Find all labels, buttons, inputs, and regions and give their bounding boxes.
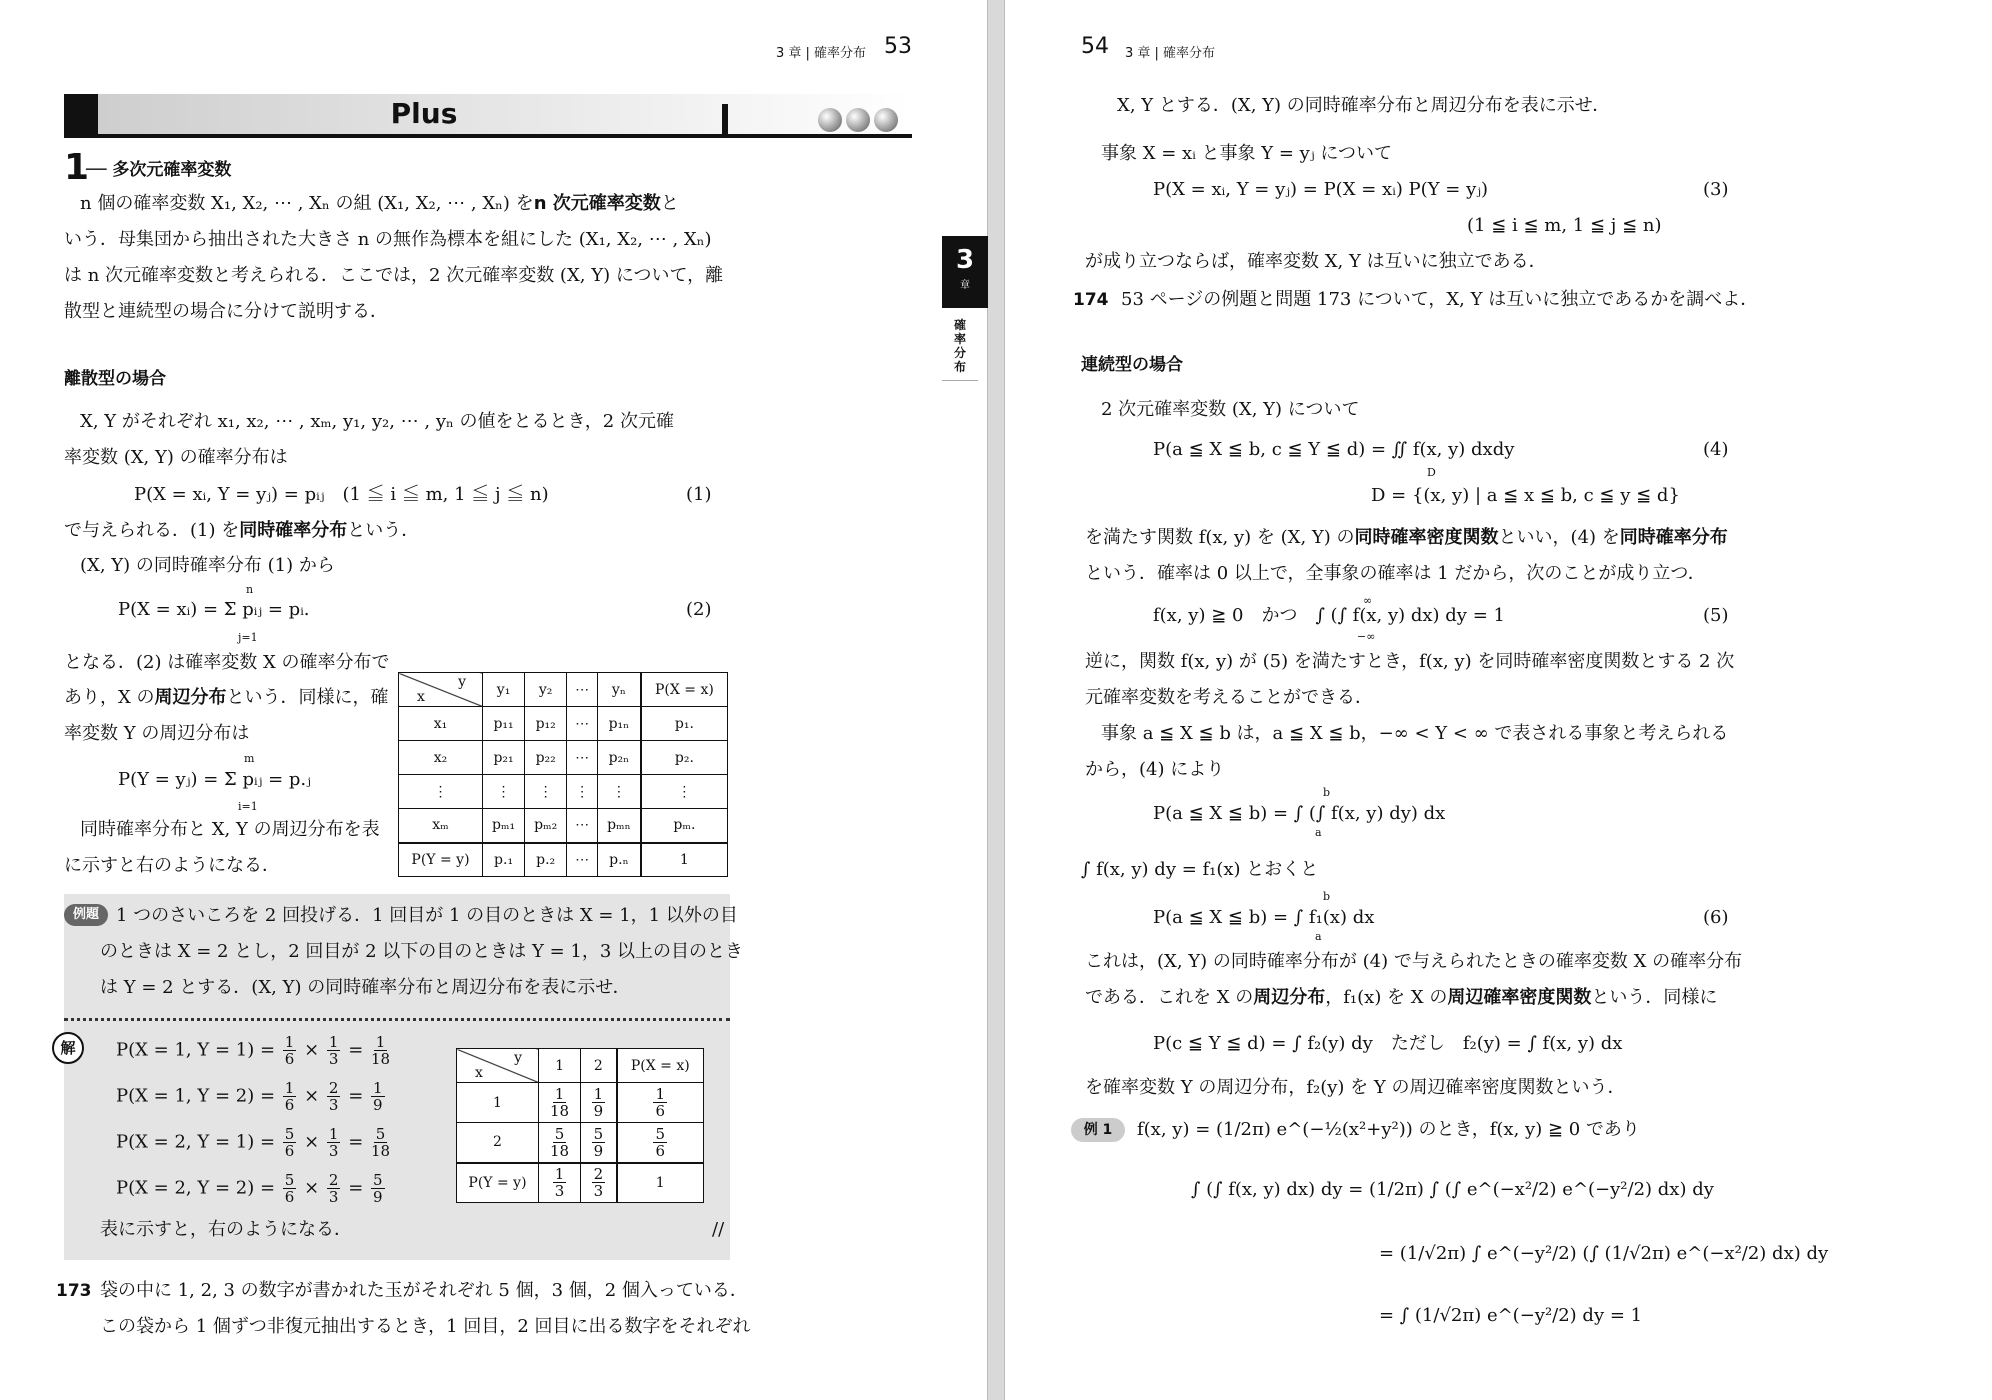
table-cell: ⋯ bbox=[567, 809, 598, 843]
table-cell: $\frac{1}{3}$ bbox=[539, 1163, 581, 1203]
plus-banner bbox=[64, 94, 912, 138]
table-cell: 1 bbox=[457, 1083, 539, 1123]
paragraph-line: で与えられる．(1) を同時確率分布という． bbox=[64, 520, 420, 541]
solution-eq-4: P(X = 2, Y = 2) = $\frac{5}{6}$ × $\frac{2}{3}$ = $\frac{5}{9}$ bbox=[116, 1171, 383, 1206]
table-cell: P(Y = y) bbox=[457, 1163, 539, 1203]
equation-4: P(a ≦ X ≦ b, c ≦ Y ≦ d) = ∬ f(x, y) dxdy bbox=[1153, 439, 1515, 460]
integral-upper: b bbox=[1323, 890, 1331, 903]
example-line: のときは X = 2 とし，2 回目が 2 以下の目のときは Y = 1，3 以上の目のとき bbox=[100, 941, 744, 962]
table-cell: p₂₂ bbox=[525, 741, 567, 775]
subheading-discrete: 離散型の場合 bbox=[64, 369, 166, 389]
sum-lower: j=1 bbox=[238, 631, 258, 644]
table-cell: y₁ bbox=[483, 673, 525, 707]
sum-lower: i=1 bbox=[238, 800, 258, 813]
table-cell: P(X = x) bbox=[641, 673, 728, 707]
equation-number: (6) bbox=[1703, 907, 1729, 928]
paragraph-line: に示すと右のようになる． bbox=[64, 855, 280, 876]
table-cell: yₙ bbox=[598, 673, 641, 707]
example-table bbox=[456, 1048, 704, 1203]
table-row bbox=[399, 775, 728, 809]
running-header: 3 章 | 確率分布 bbox=[1125, 46, 1216, 61]
example-line: 1 つのさいころを 2 回投げる．1 回目が 1 の目のときは X = 1，1 以外の目 bbox=[116, 905, 738, 926]
table-cell: pₘ₁ bbox=[483, 809, 525, 843]
table-row bbox=[457, 1049, 704, 1083]
table-cell: pₘₙ bbox=[598, 809, 641, 843]
solution-line: 表に示すと，右のようになる． bbox=[100, 1219, 352, 1240]
table-cell: p.ₙ bbox=[598, 843, 641, 877]
page-number: 53 bbox=[884, 34, 912, 59]
problem-line: 袋の中に 1, 2, 3 の数字が書かれた玉がそれぞれ 5 個，3 個，2 個入っている． bbox=[100, 1280, 748, 1301]
table-cell: $\frac{2}{3}$ bbox=[581, 1163, 617, 1203]
equation-condition: (1 ≦ i ≦ m, 1 ≦ j ≦ n) bbox=[1467, 215, 1662, 236]
paragraph-line: あり，X の周辺分布という．同様に，確 bbox=[64, 687, 389, 708]
chapter-tab-number: 3 bbox=[955, 245, 975, 275]
table-cell: $\frac{1}{9}$ bbox=[581, 1083, 617, 1123]
equation-3: P(Y = yⱼ) = Σ pᵢⱼ = p.ⱼ bbox=[118, 769, 311, 790]
table-cell: p₂. bbox=[641, 741, 728, 775]
paragraph-line: 率変数 Y の周辺分布は bbox=[64, 723, 250, 744]
problem-line: 53 ページの例題と問題 173 について，X, Y は互いに独立であるかを調べよ． bbox=[1121, 289, 1759, 310]
solution-eq-1: P(X = 1, Y = 1) = $\frac{1}{6}$ × $\frac{1}{3}$ = $\frac{1}{18}$ bbox=[116, 1033, 391, 1068]
table-cell: ⋯ bbox=[567, 673, 598, 707]
table-cell: $\frac{5}{6}$ bbox=[617, 1123, 704, 1163]
sum-upper: m bbox=[244, 752, 255, 765]
equation-number: (3) bbox=[1703, 179, 1729, 200]
table-cell: 1 bbox=[617, 1163, 704, 1203]
table-cell: P(Y = y) bbox=[399, 843, 483, 877]
paragraph-line: から，(4) により bbox=[1085, 759, 1225, 780]
ball-icon bbox=[818, 108, 842, 132]
example-label: 例題 bbox=[64, 904, 108, 926]
table-cell: ⋮ bbox=[399, 775, 483, 809]
paragraph-line: は n 次元確率変数と考えられる．ここでは，2 次元確率変数 (X, Y) について，離 bbox=[64, 265, 724, 286]
solution-label: 解 bbox=[52, 1032, 84, 1064]
paragraph-line: となる．(2) は確率変数 X の確率分布で bbox=[64, 652, 390, 673]
paragraph-line: (X, Y) の同時確率分布 (1) から bbox=[80, 555, 335, 576]
table-cell: pₘ₂ bbox=[525, 809, 567, 843]
example-derivation: = (1/√2π) ∫ e^(−y²/2) (∫ (1/√2π) e^(−x²/2) dx) dy bbox=[1379, 1243, 1829, 1264]
table-row bbox=[399, 707, 728, 741]
paragraph-line: X, Y がそれぞれ x₁, x₂, ⋯ , xₘ, y₁, y₂, ⋯ , yₙ の値をとるとき，2 次元確 bbox=[80, 411, 674, 432]
integral-upper: b bbox=[1323, 786, 1331, 799]
paragraph-line: これは，(X, Y) の同時確率分布が (4) で与えられたときの確率変数 X の確率分布 bbox=[1085, 951, 1743, 972]
paragraph-line: 元確率変数を考えることができる． bbox=[1085, 687, 1373, 708]
integral-lower: a bbox=[1315, 826, 1322, 839]
paragraph-line: いう．母集団から抽出された大きさ n の無作為標本を組にした (X₁, X₂, ⋯ , Xₙ) bbox=[64, 229, 712, 250]
problem-line: この袋から 1 個ずつ非復元抽出するとき，1 回目，2 回目に出る数字をそれぞれ bbox=[100, 1316, 751, 1337]
paragraph-line: n 個の確率変数 X₁, X₂, ⋯ , Xₙ の組 (X₁, X₂, ⋯ , Xₙ) をn 次元確率変数と bbox=[80, 193, 679, 214]
example-line: は Y = 2 とする．(X, Y) の同時確率分布と周辺分布を表に示せ． bbox=[100, 977, 631, 998]
table-cell: p₁₂ bbox=[525, 707, 567, 741]
end-mark: // bbox=[712, 1219, 725, 1240]
paragraph-line: 事象 X = xᵢ と事象 Y = yⱼ について bbox=[1101, 143, 1392, 164]
joint-distribution-table bbox=[398, 672, 728, 877]
chapter-tab-sub: 章 bbox=[960, 280, 970, 291]
table-cell: 1 bbox=[641, 843, 728, 877]
equation-7: P(c ≦ Y ≦ d) = ∫ f₂(y) dy ただし f₂(y) = ∫ f(x, y) dx bbox=[1153, 1033, 1623, 1054]
equation-number: (2) bbox=[686, 599, 712, 620]
dotted-divider bbox=[64, 1018, 730, 1021]
table-cell: p₂ₙ bbox=[598, 741, 641, 775]
table-cell: 2 bbox=[457, 1123, 539, 1163]
integral-domain: D bbox=[1427, 466, 1436, 479]
table-cell: p.₁ bbox=[483, 843, 525, 877]
table-cell: p₂₁ bbox=[483, 741, 525, 775]
table-cell: $\frac{1}{18}$ bbox=[539, 1083, 581, 1123]
right-page bbox=[1004, 0, 1992, 1400]
paragraph-line: 同時確率分布と X, Y の周辺分布を表 bbox=[80, 819, 380, 840]
table-row bbox=[457, 1083, 704, 1123]
page-number: 54 bbox=[1081, 34, 1109, 59]
table-cell: ⋮ bbox=[641, 775, 728, 809]
table-corner: y x bbox=[399, 673, 483, 707]
section-number: 1 bbox=[64, 147, 90, 188]
paragraph-line: 率変数 (X, Y) の確率分布は bbox=[64, 447, 288, 468]
paragraph-line: である．これを X の周辺分布，f₁(x) を X の周辺確率密度関数という．同様に bbox=[1085, 987, 1718, 1008]
banner-title: Plus bbox=[390, 97, 458, 130]
table-cell: p₁ₙ bbox=[598, 707, 641, 741]
table-row bbox=[399, 673, 728, 707]
paragraph-line: を確率変数 Y の周辺分布，f₂(y) を Y の周辺確率密度関数という． bbox=[1085, 1077, 1626, 1098]
equation-number: (4) bbox=[1703, 439, 1729, 460]
table-cell: p₁. bbox=[641, 707, 728, 741]
table-cell: p₁₁ bbox=[483, 707, 525, 741]
table-row bbox=[399, 809, 728, 843]
section-title: ── 多次元確率変数 bbox=[86, 160, 232, 180]
example-derivation: ∫ (∫ f(x, y) dx) dy = (1/2π) ∫ (∫ e^(−x²/2) e^(−y²/2) dx) dy bbox=[1191, 1179, 1714, 1200]
table-cell: $\frac{1}{6}$ bbox=[617, 1083, 704, 1123]
equation-domain: D = {(x, y) | a ≦ x ≦ b, c ≦ y ≦ d} bbox=[1371, 485, 1680, 506]
ball-icon bbox=[846, 108, 870, 132]
table-cell: ⋮ bbox=[567, 775, 598, 809]
table-cell: ⋮ bbox=[525, 775, 567, 809]
example-derivation: = ∫ (1/√2π) e^(−y²/2) dy = 1 bbox=[1379, 1305, 1643, 1326]
table-row bbox=[399, 741, 728, 775]
table-cell: ⋯ bbox=[567, 843, 598, 877]
table-cell: $\frac{5}{18}$ bbox=[539, 1123, 581, 1163]
equation-number: (5) bbox=[1703, 605, 1729, 626]
example-label: 例 1 bbox=[1071, 1118, 1125, 1142]
table-row bbox=[457, 1123, 704, 1163]
solution-eq-2: P(X = 1, Y = 2) = $\frac{1}{6}$ × $\frac{2}{3}$ = $\frac{1}{9}$ bbox=[116, 1079, 383, 1114]
problem-number: 173 bbox=[56, 1281, 92, 1301]
running-header: 3 章 | 確率分布 bbox=[776, 46, 867, 61]
problem-number: 174 bbox=[1073, 290, 1109, 310]
paragraph-line: 逆に，関数 f(x, y) が (5) を満たすとき，f(x, y) を同時確率密度関数とする 2 次 bbox=[1085, 651, 1735, 672]
table-cell: pₘ. bbox=[641, 809, 728, 843]
equation-6: P(a ≦ X ≦ b) = ∫ f₁(x) dx bbox=[1153, 907, 1375, 928]
paragraph-line: 散型と連続型の場合に分けて説明する． bbox=[64, 301, 388, 322]
solution-eq-3: P(X = 2, Y = 1) = $\frac{5}{6}$ × $\frac{1}{3}$ = $\frac{5}{18}$ bbox=[116, 1125, 391, 1160]
integral-lower: −∞ bbox=[1357, 630, 1376, 643]
subheading-continuous: 連続型の場合 bbox=[1081, 355, 1183, 375]
table-cell: $\frac{5}{9}$ bbox=[581, 1123, 617, 1163]
paragraph-line: が成り立つならば，確率変数 X, Y は互いに独立である． bbox=[1085, 251, 1547, 272]
tab-divider bbox=[942, 380, 978, 381]
table-row bbox=[457, 1163, 704, 1203]
table-cell: P(X = x) bbox=[617, 1049, 704, 1083]
equation-3: P(X = xᵢ, Y = yⱼ) = P(X = xᵢ) P(Y = yⱼ) bbox=[1153, 179, 1489, 200]
example-line: f(x, y) = (1/2π) e^(−½(x²+y²)) のとき，f(x, y) ≧ 0 であり bbox=[1137, 1119, 1640, 1140]
ball-icon bbox=[874, 108, 898, 132]
equation-5: f(x, y) ≧ 0 かつ ∫ (∫ f(x, y) dx) dy = 1 bbox=[1153, 605, 1505, 626]
table-cell: p.₂ bbox=[525, 843, 567, 877]
sum-upper: n bbox=[246, 583, 254, 596]
table-cell: y₂ bbox=[525, 673, 567, 707]
table-corner: y x bbox=[457, 1049, 539, 1083]
table-cell: 2 bbox=[581, 1049, 617, 1083]
paragraph-line: ∫ f(x, y) dy = f₁(x) とおくと bbox=[1081, 859, 1319, 880]
table-cell: 1 bbox=[539, 1049, 581, 1083]
table-cell: ⋯ bbox=[567, 741, 598, 775]
left-page bbox=[0, 0, 988, 1400]
equation-number: (1) bbox=[686, 484, 712, 505]
equation-1: P(X = xᵢ, Y = yⱼ) = pᵢⱼ (1 ≦ i ≦ m, 1 ≦ j ≦ n) bbox=[134, 484, 549, 505]
equation-2: P(X = xᵢ) = Σ pᵢⱼ = pᵢ. bbox=[118, 599, 310, 620]
chapter-tab bbox=[942, 236, 988, 308]
table-row bbox=[399, 843, 728, 877]
table-cell: x₁ bbox=[399, 707, 483, 741]
table-cell: ⋮ bbox=[483, 775, 525, 809]
table-cell: ⋮ bbox=[598, 775, 641, 809]
table-cell: xₘ bbox=[399, 809, 483, 843]
table-cell: ⋯ bbox=[567, 707, 598, 741]
integral-lower: a bbox=[1315, 930, 1322, 943]
paragraph-line: 2 次元確率変数 (X, Y) について bbox=[1101, 399, 1360, 420]
equation-marginal-x: P(a ≦ X ≦ b) = ∫ (∫ f(x, y) dy) dx bbox=[1153, 803, 1446, 824]
integral-upper: ∞ bbox=[1363, 594, 1373, 607]
chapter-tab-text: 確率分布 bbox=[954, 318, 967, 374]
table-cell: x₂ bbox=[399, 741, 483, 775]
paragraph-line: 事象 a ≦ X ≦ b は，a ≦ X ≦ b，−∞ < Y < ∞ で表される事象と考えられる bbox=[1101, 723, 1729, 744]
example-box bbox=[60, 894, 744, 1260]
paragraph-line: を満たす関数 f(x, y) を (X, Y) の同時確率密度関数といい，(4) を同時確率分布 bbox=[1085, 527, 1728, 548]
paragraph-line: X, Y とする．(X, Y) の同時確率分布と周辺分布を表に示せ． bbox=[1117, 95, 1611, 116]
paragraph-line: という．確率は 0 以上で，全事象の確率は 1 だから，次のことが成り立つ． bbox=[1085, 563, 1706, 584]
